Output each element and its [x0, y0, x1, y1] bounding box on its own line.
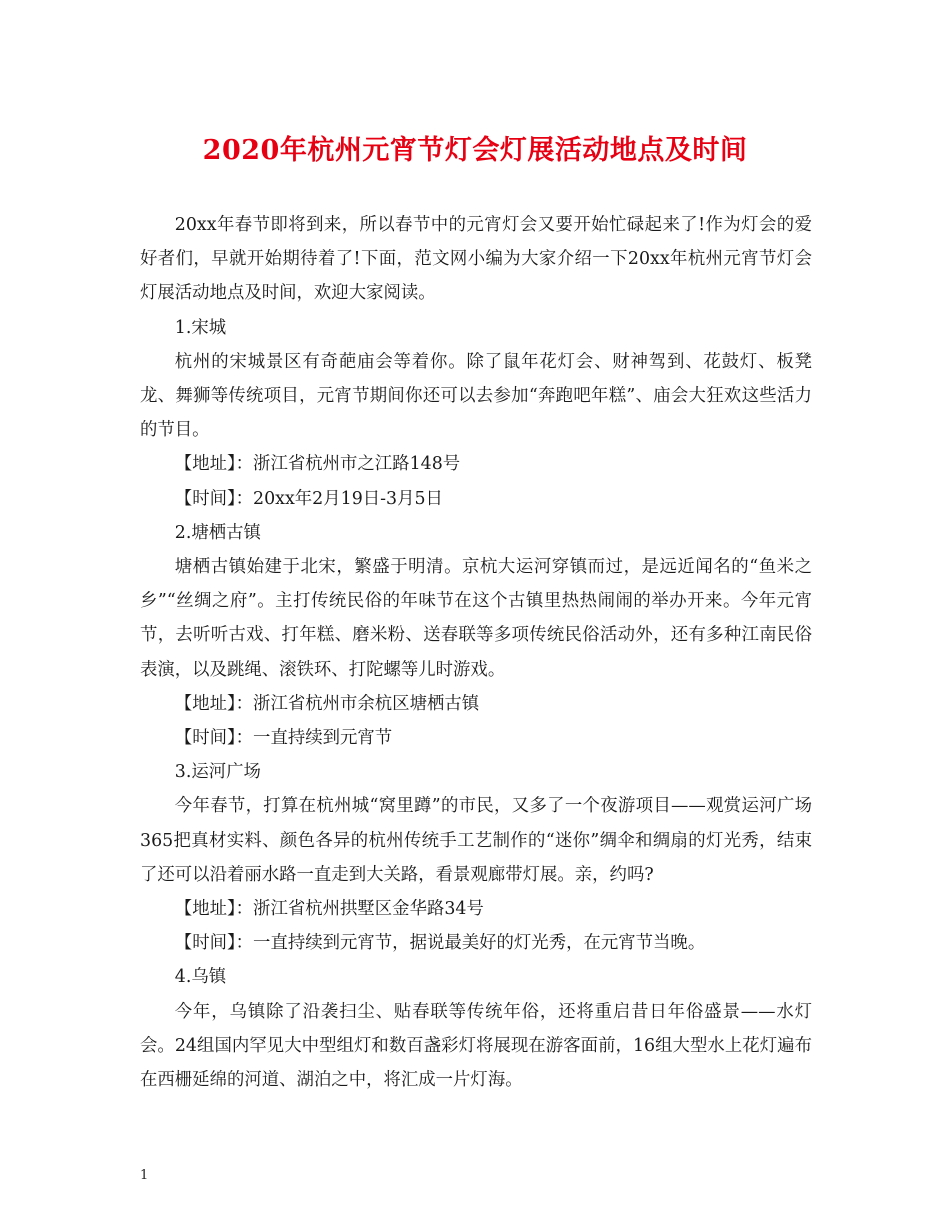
yunhe-description: 今年春节，打算在杭州城“窝里蹲”的市民，又多了一个夜游项目——观赏运河广场365把真材实料、颜色各异的杭州传统手工艺制作的“迷你”绸伞和绸扇的灯光秀，结束了还可以沿着丽水路一直走到大关路，看景观廊带灯展。亲，约吗?	[140, 796, 812, 885]
tangqi-time: 【时间】：一直持续到元宵节	[174, 728, 393, 749]
intro-paragraph: 20xx年春节即将到来，所以春节中的元宵灯会又要开始忙碌起来了!作为灯会的爱好者们，早就开始期待着了!下面，范文网小编为大家介绍一下20xx年杭州元宵节灯会灯展活动地点及时间，欢迎大家阅读。	[140, 215, 812, 304]
document-title: 2020年杭州元宵节灯会灯展活动地点及时间	[202, 135, 748, 166]
tangqi-description: 塘栖古镇始建于北宋，繁盛于明清。京杭大运河穿镇而过，是远近闻名的“鱼米之乡”“丝绸之府”。主打传统民俗的年味节在这个古镇里热热闹闹的举办开来。今年元宵节，去听听古戏、打年糕、磨米粉、送春联等多项传统民俗活动外，还有多种江南民俗表演，以及跳绳、滚铁环、打陀螺等儿时游戏。	[140, 557, 812, 680]
songcheng-address: 【地址】：浙江省杭州市之江路148号	[174, 454, 461, 475]
songcheng-time: 【时间】：20xx年2月19日-3月5日	[174, 488, 443, 509]
section-heading-yunhe: 3.运河广场	[174, 762, 261, 783]
songcheng-description: 杭州的宋城景区有奇葩庙会等着你。除了鼠年花灯会、财神驾到、花鼓灯、板凳龙、舞狮等传统项目，元宵节期间你还可以去参加“奔跑吧年糕”、庙会大狂欢这些活力的节目。	[140, 351, 812, 441]
page-number: 1	[140, 1168, 149, 1183]
document-body	[140, 208, 812, 1097]
section-heading-tangqi: 2.塘栖古镇	[174, 522, 261, 543]
yunhe-address: 【地址】：浙江省杭州拱墅区金华路34号	[174, 899, 484, 920]
tangqi-address: 【地址】：浙江省杭州市余杭区塘栖古镇	[174, 693, 480, 714]
section-heading-wuzhen: 4.乌镇	[174, 967, 227, 988]
section-heading-songcheng: 1.宋城	[174, 317, 227, 338]
wuzhen-description: 今年，乌镇除了沿袭扫尘、贴春联等传统年俗，还将重启昔日年俗盛景——水灯会。24组国内罕见大中型组灯和数百盏彩灯将展现在游客面前，16组大型水上花灯遍布在西栅延绵的河道、湖泊之中，将汇成一片灯海。	[140, 1001, 812, 1091]
yunhe-time: 【时间】：一直持续到元宵节，据说最美好的灯光秀，在元宵节当晚。	[174, 933, 706, 954]
